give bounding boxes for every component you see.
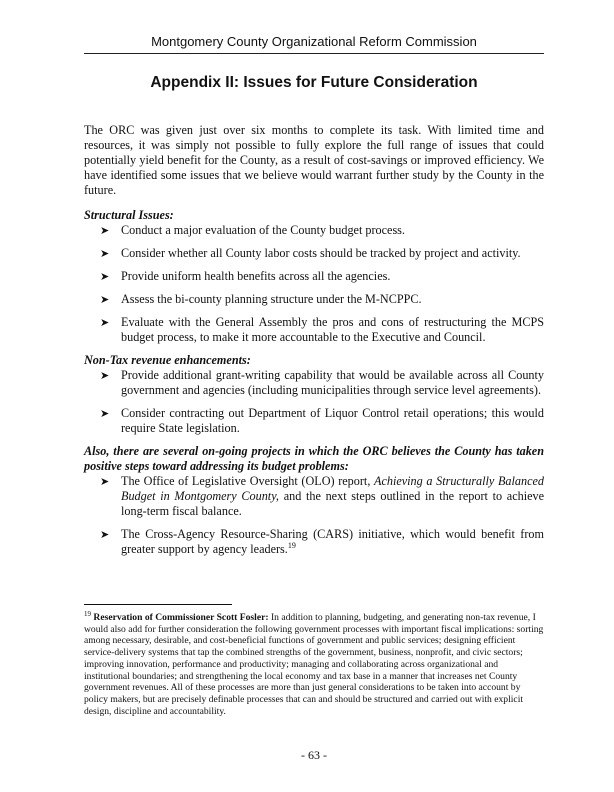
non-tax-revenue-heading: Non-Tax revenue enhancements: (84, 353, 251, 367)
arrowhead-bullet-icon: ➤ (100, 247, 110, 260)
list-item: ➤ Consider contracting out Department of Liquor Control retail operations; this would require State legislation. (100, 406, 544, 435)
arrowhead-bullet-icon: ➤ (100, 369, 110, 382)
footnote-separator (84, 604, 232, 605)
running-header: Montgomery County Organizational Reform Commission (151, 34, 477, 49)
list-item: ➤ Conduct a major evaluation of the County budget process. (100, 223, 405, 237)
list-item: ➤ Provide additional grant-writing capability that would be available across all County government and agencies (including municipalities through service level agreements). (100, 368, 544, 397)
list-item: ➤ Consider whether all County labor costs should be tracked by project and activity. (100, 246, 521, 260)
arrowhead-bullet-icon: ➤ (100, 407, 110, 420)
list-item: ➤ Evaluate with the General Assembly the pros and cons of restructuring the MCPS budget process, to make it more accountable to the Executive and Council. (100, 315, 544, 344)
ongoing-projects-list (84, 474, 544, 557)
footnote (84, 609, 546, 717)
ongoing-projects-heading: Also, there are several on-going projects in which the ORC believes the County has taken positive steps toward addressing its budget problems: (84, 444, 544, 473)
intro-paragraph: The ORC was given just over six months to complete its task. With limited time and resources, it was simply not possible to fully explore the full range of issues that could potentially yield benefit for the County, as a result of cost-savings or improved efficiency. We have identified some issues that we believe would warrant further study by the County in the future. (84, 123, 544, 197)
arrowhead-bullet-icon: ➤ (100, 270, 110, 283)
footnote-label: Reservation of Commissioner Scott Fosler: (93, 612, 269, 623)
list-item: ➤ Provide uniform health benefits across all the agencies. (100, 269, 391, 283)
footnote-number: 19 (84, 609, 91, 618)
structural-issues-list (84, 223, 544, 345)
olo-report-title: Achieving a Structurally Balanced Budget in Montgomery County, (121, 474, 545, 503)
page-number: - 63 - (301, 748, 327, 762)
arrowhead-bullet-icon: ➤ (100, 528, 110, 541)
footnote-text: In addition to planning, budgeting, and generating non-tax revenue, I would also add for further consideration the following government processes with important fiscal implications: sorting among necessary, desirable, and cost-beneficial functions of government and public services; designing efficient service-delivery systems that tap the combined strengths of the government, business, nonprofit, and civic sectors; improving innovation, performance and productivity; managing and collaborating across organizational and institutional boundaries; and strengthening the local economy and tax base in a manner that increases net County government revenues. All of these processes are more than just general considerations to be taken into account by policy makers, but are precisely definable processes that can and should be structured and carried out with explicit design, discipline and accountability. (84, 612, 544, 717)
main-content (84, 123, 544, 565)
page-title: Appendix II: Issues for Future Consideration (150, 74, 478, 91)
list-item: ➤ The Office of Legislative Oversight (OLO) report, Achieving a Structurally Balanced Budget in Montgomery County, and the next steps outlined in the report to achieve long-term fiscal balance. (100, 474, 545, 518)
footnote-reference[interactable]: 19 (287, 540, 296, 550)
arrowhead-bullet-icon: ➤ (100, 224, 110, 237)
list-item: ➤ Assess the bi-county planning structure under the M-NCPPC. (100, 292, 422, 306)
list-item: ➤ The Cross-Agency Resource-Sharing (CARS) initiative, which would benefit from greater support by agency leaders.$^{19}$ (100, 527, 544, 556)
non-tax-revenue-list (84, 368, 544, 436)
arrowhead-bullet-icon: ➤ (100, 475, 110, 488)
header-rule (84, 53, 544, 54)
arrowhead-bullet-icon: ➤ (100, 316, 110, 329)
structural-issues-heading: Structural Issues: (84, 208, 174, 222)
arrowhead-bullet-icon: ➤ (100, 293, 110, 306)
